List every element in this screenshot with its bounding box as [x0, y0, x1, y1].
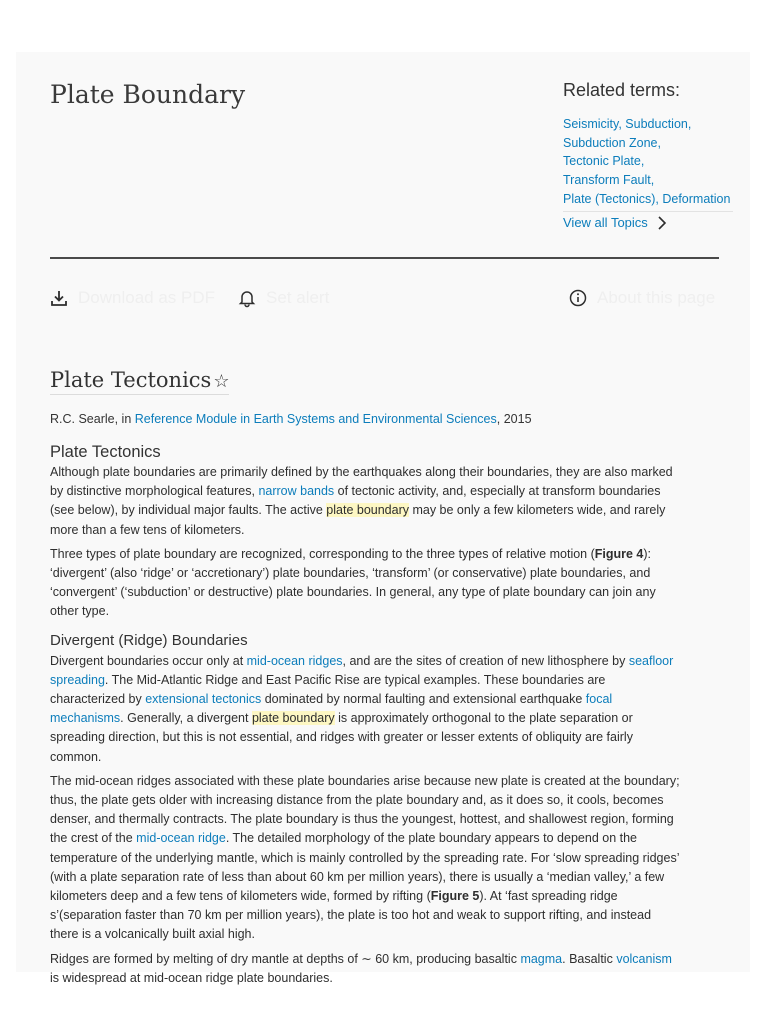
article-title[interactable]: [50, 368, 229, 395]
text-run: . Basaltic: [562, 951, 617, 966]
byline: [50, 412, 532, 426]
view-all-label: View all Topics: [563, 215, 648, 230]
text-run: ). At ‘fast spreading ridge s’(separation faster than 70 km per million years), the plate is too hot and weak to support rifting, and instead there is a volcanically built axial high.: [50, 889, 652, 942]
mid-ocean-ridge-link[interactable]: mid-ocean ridge: [136, 831, 226, 846]
download-icon: [50, 289, 68, 307]
text-run: of tectonic activity, and, especially at transform boundaries (see below), by individual major faults. The active: [50, 484, 661, 518]
narrow-bands-link[interactable]: narrow bands: [258, 484, 335, 499]
related-term-link[interactable]: Tectonic Plate: [563, 154, 641, 169]
text-run: , and are the sites of creation of new lithosphere by: [342, 653, 629, 668]
set-alert-button[interactable]: [238, 288, 329, 308]
text-run: The mid-ocean ridges associated with these plate boundaries arise because new plate is created at the boundary; thus, the plate gets older with increasing distance from the plate boundary and, as it does so, it cools, becomes denser, and thermally contracts. The plate boundary is thus the youngest, hottest, and shallowest region, forming the crest of the: [50, 773, 680, 846]
text-run: Divergent boundaries occur only at: [50, 653, 247, 668]
focal-mechanisms-link[interactable]: focal mechanisms: [50, 692, 613, 726]
toolbar: [50, 288, 719, 312]
related-terms-heading: Related terms:: [563, 80, 681, 100]
about-page-button[interactable]: [569, 288, 715, 308]
related-term-link[interactable]: Seismicity: [563, 117, 619, 131]
related-term-link[interactable]: Deformation: [662, 191, 731, 206]
about-label: About this page: [597, 288, 716, 307]
related-term-link[interactable]: Subduction: [625, 117, 688, 131]
paragraph: [50, 652, 682, 767]
highlight-term: plate boundary: [326, 503, 409, 518]
article-page: [16, 52, 750, 985]
view-all-topics-link[interactable]: [563, 215, 668, 230]
bell-icon: [238, 289, 256, 307]
text-run: may be only a few kilometers wide, and rarely more than a few tens of kilometers.: [50, 503, 666, 537]
article-body: [50, 441, 682, 988]
related-terms-panel: [563, 80, 733, 212]
text-run: ): ‘divergent’ (also ‘ridge’ or ‘accretionary’) plate boundaries, ‘transform’ (or conservative) plate boundaries, and ‘convergent’ (‘subduction’ or destructive) plate boundaries. In general, any type of plate boundary can join any other type.: [50, 546, 656, 619]
seafloor-spreading-link[interactable]: seafloor spreading: [50, 653, 674, 687]
volcanism-link[interactable]: volcanism: [616, 951, 672, 966]
header-divider: [50, 257, 719, 259]
related-term-link[interactable]: Transform Fault: [563, 173, 651, 188]
text-run: . The Mid-Atlantic Ridge and East Pacific Rise are typical examples. These boundaries are characterized by: [50, 672, 606, 707]
page-title: Plate Boundary: [50, 80, 246, 109]
text-run: . The detailed morphology of the plate boundary appears to depend on the temperature of the underlying mantle, which is mainly controlled by the spreading rate. For ‘slow spreading ridges’ (with a plate separation rate of less than about 60 km per million years), there is usually a ‘median valley,’ a few kilometers deep and a few tens of kilometers wide, formed by rifting (: [50, 831, 680, 904]
text-run: is widespread at mid-ocean ridge plate boundaries.: [50, 970, 333, 985]
related-terms-list: Seismicity, Subduction, Subduction Zone, Tectonic Plate, Transform Fault, Plate (Tectonics), Deformation: [563, 115, 733, 212]
text-run: is approximately orthogonal to the plate separation or spreading direction, but this is not essential, and ridges with greater or lesser extents of obliquity are fairly common.: [50, 711, 633, 764]
magma-link[interactable]: magma: [520, 951, 563, 966]
source-link[interactable]: Reference Module in Earth Systems and Environmental Sciences: [134, 412, 497, 426]
section-heading: Plate Tectonics: [50, 443, 161, 461]
text-run: dominated by normal faulting and extensional earthquake: [261, 692, 586, 707]
paragraph: [50, 950, 682, 988]
text-run: . Generally, a divergent: [120, 711, 252, 726]
paragraph: [50, 545, 682, 622]
download-pdf-button[interactable]: [50, 288, 215, 308]
chevron-right-icon: [656, 216, 668, 230]
year-text: , 2015: [496, 412, 532, 426]
text-run: Although plate boundaries are primarily defined by the earthquakes along their boundaries, they are also marked by distinctive morphological features,: [50, 465, 673, 499]
author-text: R.C. Searle, in: [50, 412, 135, 426]
download-label: Download as PDF: [78, 288, 216, 307]
article-title-text: Plate Tectonics: [50, 368, 212, 392]
extensional-tectonics-link[interactable]: extensional tectonics: [145, 692, 262, 707]
figure-5-link[interactable]: Figure 5: [430, 889, 480, 904]
set-alert-label: Set alert: [266, 288, 330, 307]
text-run: Ridges are formed by melting of dry mantle at depths of ∼ 60 km, producing basaltic: [50, 951, 521, 966]
text-run: Three types of plate boundary are recognized, corresponding to the three types of relative motion (: [50, 546, 595, 561]
related-term-link[interactable]: Subduction Zone: [563, 135, 658, 150]
figure-4-link[interactable]: Figure 4: [594, 546, 644, 561]
mid-ocean-ridges-link[interactable]: mid-ocean ridges: [246, 653, 343, 668]
info-icon: [569, 289, 587, 307]
section-heading: Divergent (Ridge) Boundaries: [50, 631, 248, 649]
star-icon[interactable]: ☆: [213, 371, 230, 392]
highlight-term: plate boundary: [251, 711, 335, 726]
paragraph: [50, 772, 682, 945]
related-term-link[interactable]: Plate (Tectonics): [563, 191, 656, 206]
paragraph: [50, 463, 682, 540]
